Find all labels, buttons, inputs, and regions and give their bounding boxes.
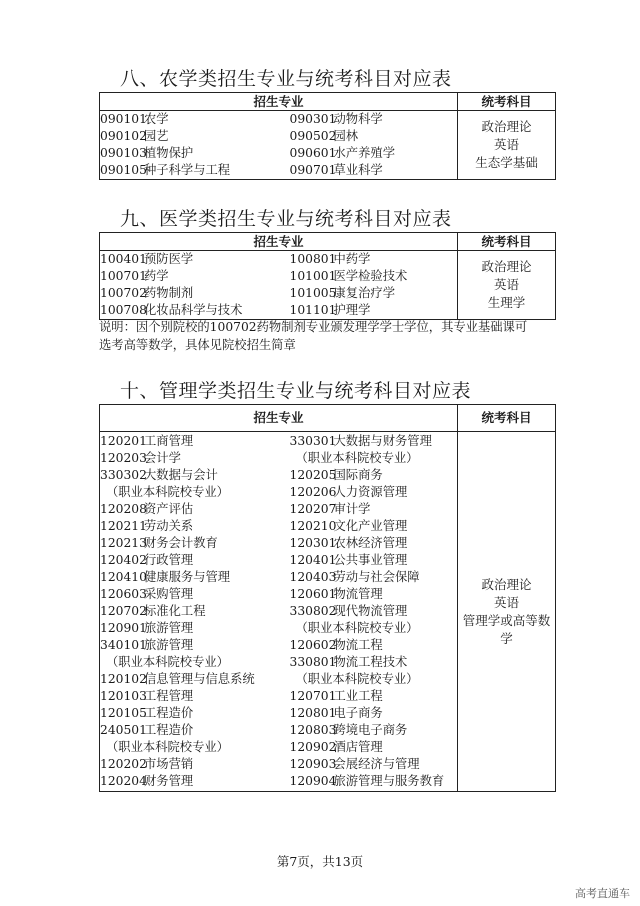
header-subject: 统考科目 (458, 405, 556, 432)
major-code: 120205 (289, 468, 337, 482)
major-name: 人力资源管理 (333, 485, 408, 499)
major-item (290, 552, 458, 569)
major-code: 340101 (100, 638, 147, 652)
major-name: 公共事业管理 (333, 553, 408, 567)
major-code: 120102 (100, 672, 147, 686)
major-code: 100701 (100, 269, 147, 283)
major-name: 旅游管理 (144, 638, 194, 652)
table-management (99, 404, 556, 792)
major-item (100, 671, 290, 688)
major-item (290, 162, 458, 179)
major-name: 康复治疗学 (333, 286, 395, 300)
major-name: 工商管理 (144, 434, 194, 448)
major-code: 240501 (100, 723, 147, 737)
major-name: （职业本科院校专业） (106, 655, 229, 669)
major-name: 会展经济与管理 (333, 757, 420, 771)
major-code: 090102 (100, 129, 147, 143)
major-item (100, 111, 290, 128)
major-item (100, 756, 290, 773)
major-item (290, 518, 458, 535)
major-item (290, 501, 458, 518)
major-name: 医学检验技术 (333, 269, 408, 283)
major-item (290, 722, 458, 739)
major-code: 120701 (289, 689, 337, 703)
major-code: 330801 (289, 655, 337, 669)
major-item (100, 285, 290, 302)
header-subject: 统考科目 (458, 93, 556, 111)
major-code: 120208 (100, 502, 147, 516)
major-code: 120403 (289, 570, 337, 584)
major-name: 物流工程 (333, 638, 383, 652)
major-code: 120207 (289, 502, 337, 516)
major-name: 大数据与财务管理 (333, 434, 432, 448)
major-item (290, 251, 458, 268)
subject-item: 政治理论 (481, 119, 532, 134)
major-item (100, 162, 290, 179)
major-name: 审计学 (333, 502, 371, 516)
major-code: 100708 (100, 303, 147, 317)
major-item (100, 569, 290, 586)
major-item (100, 467, 290, 484)
major-code: 120603 (100, 587, 147, 601)
major-code: 120105 (100, 706, 147, 720)
major-code: 090301 (289, 112, 337, 126)
major-item (290, 535, 458, 552)
page-footer: 第7页，共13页 (276, 854, 364, 869)
major-name: 园艺 (144, 129, 169, 143)
major-item (100, 484, 290, 501)
major-name: 劳动与社会保障 (333, 570, 420, 584)
major-item (290, 705, 458, 722)
major-code: 120201 (100, 434, 147, 448)
major-item (290, 586, 458, 603)
major-item (290, 603, 458, 620)
major-item (100, 603, 290, 620)
major-code: 090701 (289, 163, 337, 177)
major-item (290, 620, 458, 637)
major-code: 330302 (100, 468, 147, 482)
major-name: 大数据与会计 (144, 468, 218, 482)
major-code: 120903 (289, 757, 337, 771)
header-major: 招生专业 (100, 93, 458, 111)
major-name: 跨境电子商务 (333, 723, 408, 737)
major-item (100, 620, 290, 637)
major-name: （职业本科院校专业） (295, 672, 419, 686)
major-item (100, 552, 290, 569)
major-item (290, 688, 458, 705)
major-item (100, 722, 290, 739)
subject-item: 政治理论 (481, 259, 532, 274)
major-name: 护理学 (333, 303, 371, 317)
subject-cell (458, 251, 556, 320)
major-name: 会计学 (144, 451, 181, 465)
major-code: 120602 (289, 638, 337, 652)
major-name: 化妆品科学与技术 (144, 303, 243, 317)
subject-cell (458, 111, 556, 180)
major-code: 100702 (100, 286, 147, 300)
major-name: 采购管理 (144, 587, 194, 601)
major-name: 中药学 (333, 252, 371, 266)
subject-item: 政治理论 (481, 576, 532, 592)
major-code: 330301 (289, 434, 337, 448)
major-item (100, 251, 290, 268)
major-name: 标准化工程 (144, 604, 206, 618)
major-item (290, 654, 458, 671)
major-name: 劳动关系 (144, 519, 194, 533)
major-list-right (290, 432, 458, 792)
major-name: 种子科学与工程 (144, 163, 231, 177)
major-code: 120203 (100, 451, 147, 465)
note-line: 选考高等数学，具体见院校招生简章 (99, 338, 296, 352)
major-item (290, 302, 458, 319)
major-name: 资产评估 (144, 502, 194, 516)
major-list-left (100, 432, 290, 792)
major-code: 120902 (289, 740, 337, 754)
major-item (290, 671, 458, 688)
section-title-agriculture: 八、农学类招生专业与统考科目对应表 (120, 68, 452, 90)
table-medicine (99, 232, 556, 320)
table-agriculture (99, 92, 556, 180)
major-item (290, 285, 458, 302)
major-code: 090502 (289, 129, 337, 143)
major-name: 工业工程 (333, 689, 383, 703)
major-code: 120213 (100, 536, 147, 550)
major-name: 工程造价 (144, 706, 194, 720)
major-name: 旅游管理与服务教育 (333, 774, 445, 788)
major-code: 120301 (289, 536, 337, 550)
major-code: 120901 (100, 621, 147, 635)
major-name: 预防医学 (144, 252, 194, 266)
major-item (290, 268, 458, 285)
major-name: 财务会计教育 (144, 536, 218, 550)
major-item (290, 756, 458, 773)
major-item (100, 450, 290, 467)
major-name: 现代物流管理 (333, 604, 408, 618)
major-name: 工程造价 (144, 723, 194, 737)
major-name: 工程管理 (144, 689, 194, 703)
major-name: 植物保护 (144, 146, 194, 160)
major-name: 酒店管理 (333, 740, 383, 754)
major-item (100, 535, 290, 552)
subject-item: 英语 (494, 137, 520, 152)
major-code: 120702 (100, 604, 147, 618)
major-code: 120601 (289, 587, 337, 601)
header-subject: 统考科目 (458, 233, 556, 251)
major-code: 100801 (289, 252, 337, 266)
major-code: 120210 (289, 519, 337, 533)
subject-item: 英语 (494, 277, 520, 292)
major-item (290, 128, 458, 145)
major-code: 120402 (100, 553, 147, 567)
major-item (100, 302, 290, 319)
major-item (290, 773, 458, 790)
header-major: 招生专业 (100, 233, 458, 251)
major-name: 旅游管理 (144, 621, 194, 635)
major-item (100, 128, 290, 145)
note-medicine (99, 318, 559, 354)
major-name: 物流管理 (333, 587, 383, 601)
major-name: 财务管理 (144, 774, 194, 788)
major-item (290, 433, 458, 450)
major-name: 药物制剂 (144, 286, 194, 300)
watermark: 高考直通车 (575, 887, 630, 900)
major-code: 090601 (289, 146, 337, 160)
major-list-right (290, 111, 458, 180)
major-name: （职业本科院校专业） (295, 621, 419, 635)
section-title-management: 十、管理学类招生专业与统考科目对应表 (120, 380, 472, 402)
major-code: 090101 (100, 112, 147, 126)
major-item (290, 637, 458, 654)
major-item (290, 145, 458, 162)
major-code: 330802 (289, 604, 337, 618)
major-code: 090103 (100, 146, 147, 160)
major-code: 120206 (289, 485, 337, 499)
major-name: 草业科学 (333, 163, 383, 177)
major-item (290, 450, 458, 467)
major-item (100, 654, 290, 671)
major-item (290, 739, 458, 756)
major-item (290, 467, 458, 484)
note-line: 说明：因个别院校的100702药物制剂专业颁发理学学士学位，其专业基础课可 (99, 320, 528, 334)
major-code: 120410 (100, 570, 147, 584)
header-major: 招生专业 (100, 405, 458, 432)
major-name: 国际商务 (333, 468, 383, 482)
major-item (100, 518, 290, 535)
major-code: 100401 (100, 252, 147, 266)
major-item (100, 705, 290, 722)
major-name: 药学 (144, 269, 169, 283)
major-item (290, 484, 458, 501)
major-code: 101101 (289, 303, 337, 317)
major-name: 动物科学 (333, 112, 383, 126)
major-name: 园林 (333, 129, 359, 143)
major-item (100, 739, 290, 756)
subject-cell (458, 432, 556, 792)
major-name: 水产养殖学 (333, 146, 395, 160)
subject-item: 生态学基础 (475, 155, 538, 170)
major-code: 120204 (100, 774, 147, 788)
major-item (100, 268, 290, 285)
major-code: 120904 (289, 774, 337, 788)
major-name: 物流工程技术 (333, 655, 408, 669)
major-name: 行政管理 (144, 553, 194, 567)
major-code: 120103 (100, 689, 147, 703)
major-name: （职业本科院校专业） (106, 740, 229, 754)
major-name: 农学 (144, 112, 169, 126)
subject-item: 管理学或高等数 (462, 612, 551, 628)
major-item (290, 111, 458, 128)
major-name: 市场营销 (144, 757, 194, 771)
major-name: 信息管理与信息系统 (144, 672, 255, 686)
major-item (290, 569, 458, 586)
section-title-medicine: 九、医学类招生专业与统考科目对应表 (120, 208, 452, 230)
major-code: 101005 (289, 286, 337, 300)
major-name: 农林经济管理 (333, 536, 408, 550)
major-item (100, 433, 290, 450)
major-item (100, 145, 290, 162)
subject-item: 英语 (494, 594, 520, 610)
major-code: 090105 (100, 163, 147, 177)
major-code: 120801 (289, 706, 337, 720)
major-item (100, 773, 290, 790)
major-code: 101001 (289, 269, 337, 283)
subject-item: 生理学 (487, 295, 526, 310)
major-list-left (100, 111, 290, 180)
major-item (100, 688, 290, 705)
major-name: （职业本科院校专业） (106, 485, 229, 499)
major-code: 120211 (100, 519, 147, 533)
major-item (100, 586, 290, 603)
major-name: （职业本科院校专业） (295, 451, 419, 465)
major-code: 120401 (289, 553, 337, 567)
subject-item: 学 (500, 630, 513, 646)
major-list-left (100, 251, 290, 320)
major-item (100, 501, 290, 518)
major-name: 电子商务 (333, 706, 383, 720)
major-name: 文化产业管理 (333, 519, 408, 533)
major-code: 120803 (289, 723, 337, 737)
major-list-right (290, 251, 458, 320)
major-item (100, 637, 290, 654)
major-code: 120202 (100, 757, 147, 771)
major-name: 健康服务与管理 (144, 570, 231, 584)
